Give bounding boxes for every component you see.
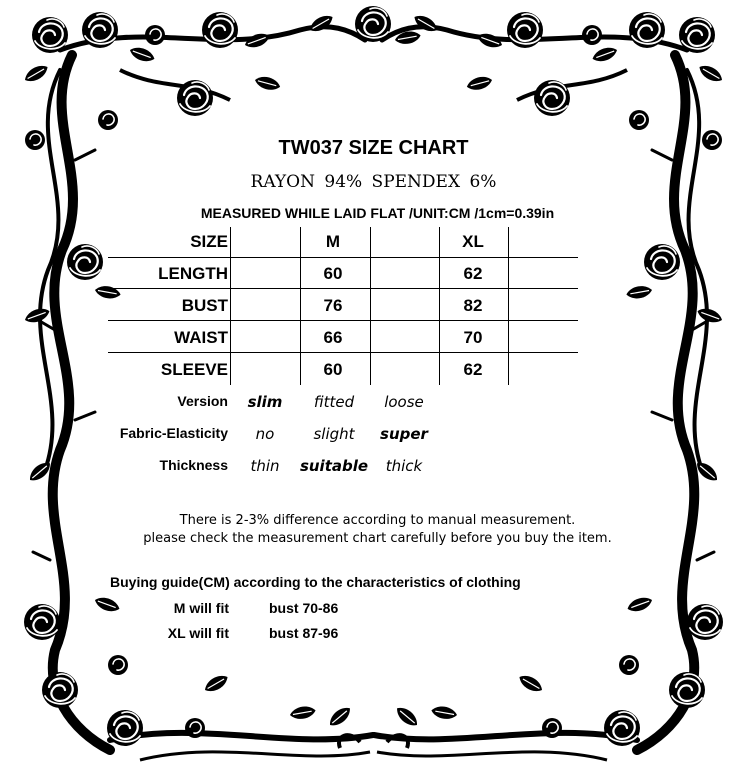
check-chart-note: please check the measurement chart carefully before you buy the item. [143,531,612,546]
row-waist-label: WAIST [174,328,228,347]
thickness-option-thin: thin [250,457,280,475]
thickness-option-thick: thick [385,457,423,475]
guide-xl-size: XL will fit [167,625,229,641]
elasticity-label: Fabric-Elasticity [119,425,228,441]
version-label: Version [177,393,228,409]
size-table [108,227,578,387]
table-column-rule [508,227,509,385]
size-header-label: SIZE [190,232,228,251]
row-length-label: LENGTH [158,264,228,283]
row-sleeve-label: SLEEVE [160,360,228,379]
elasticity-option-slight: slight [313,425,355,443]
row-sleeve-m: 60 [323,360,343,379]
row-sleeve-xl: 62 [463,360,483,379]
row-bust-label: BUST [181,296,228,315]
guide-m-bust: bust 70-86 [269,600,339,616]
elasticity-option-super: super [380,425,428,443]
version-option-slim: slim [247,393,283,411]
table-column-rule [439,227,440,385]
table-column-rule [300,227,301,385]
row-length-xl: 62 [463,264,483,283]
measurement-difference-note: There is 2-3% difference according to manual measurement. [179,513,576,528]
version-option-loose: loose [384,393,424,411]
table-column-rule [370,227,371,385]
buying-guide-title: Buying guide(CM) according to the characteristics of clothing [110,574,521,590]
row-bust-xl: 82 [463,296,483,315]
version-option-fitted: fitted [313,393,355,411]
characteristics-table [0,390,747,480]
thickness-label: Thickness [159,457,228,473]
elasticity-option-no: no [255,425,275,443]
row-length-m: 60 [323,264,343,283]
guide-m-size: M will fit [173,600,229,616]
thickness-option-suitable: suitable [299,457,369,475]
row-waist-xl: 70 [463,328,483,347]
measurement-note: MEASURED WHILE LAID FLAT /UNIT:CM /1cm=0.39in [200,205,555,221]
material-composition: RAYON 94% SPENDEX 6% [250,172,497,192]
row-bust-m: 76 [323,296,343,315]
row-waist-m: 66 [323,328,343,347]
table-column-rule [230,227,231,385]
size-header-xl: XL [462,232,484,251]
size-header-m: M [325,232,341,251]
chart-title: TW037 SIZE CHART [278,137,469,159]
guide-xl-bust: bust 87-96 [269,625,339,641]
